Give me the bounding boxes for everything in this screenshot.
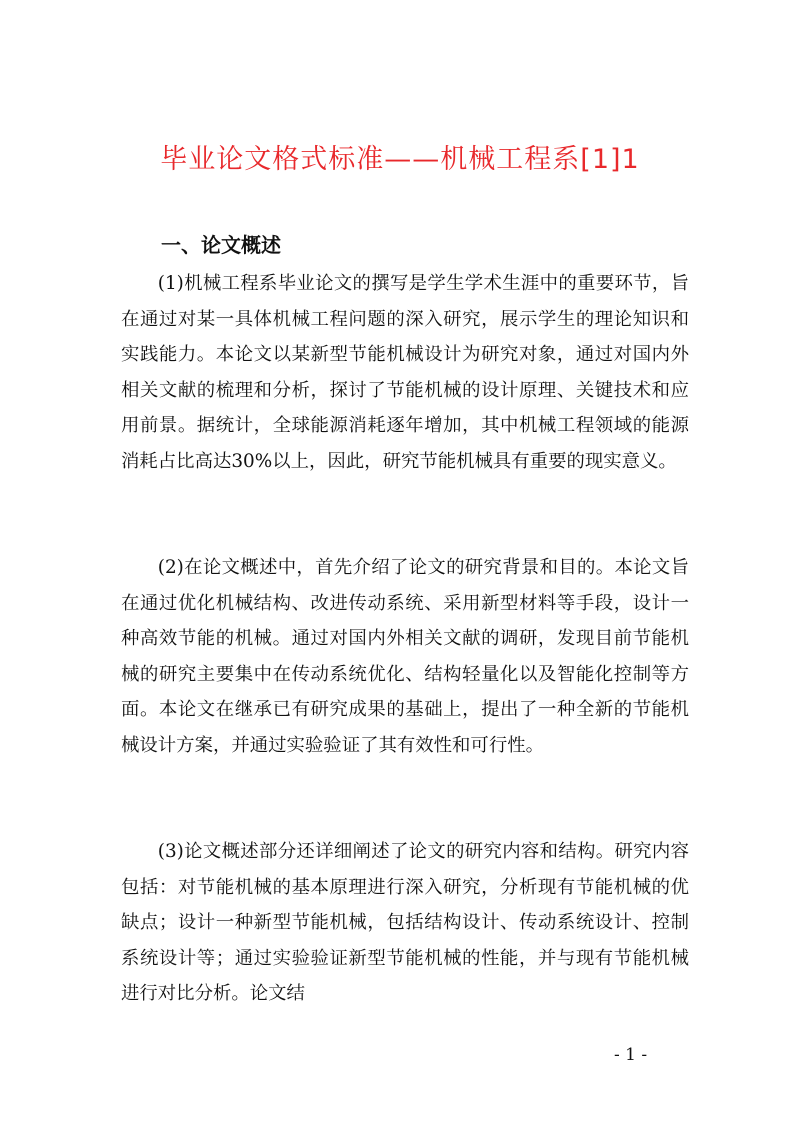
- paragraph-2: (2)在论文概述中，首先介绍了论文的研究背景和目的。本论文旨在通过优化机械结构、改进传动系统、采用新型材料等手段，设计一种高效节能的机械。通过对国内外相关文献的调研，发现目前节能机械的研究主要集中在传动系统优化、结构轻量化以及智能化控制等方面。本论文在继承已有研究成果的基础上，提出了一种全新的节能机械设计方案，并通过实验验证了其有效性和可行性。: [121, 557, 689, 756]
- section-heading: 一、论文概述: [161, 233, 281, 257]
- paragraph-1: (1)机械工程系毕业论文的撰写是学生学术生涯中的重要环节，旨在通过对某一具体机械工程问题的深入研究，展示学生的理论知识和实践能力。本论文以某新型节能机械设计为研究对象，通过对国内外相关文献的梳理和分析，探讨了节能机械的设计原理、关键技术和应用前景。据统计，全球能源消耗逐年增加，其中机械工程领域的能源消耗占比高达30%以上，因此，研究节能机械具有重要的现实意义。: [121, 273, 689, 472]
- document-title: 毕业论文格式标准——机械工程系[1]1: [160, 144, 640, 175]
- page-number: - 1 -: [614, 1045, 648, 1065]
- paragraph-3: (3)论文概述部分还详细阐述了论文的研究内容和结构。研究内容包括：对节能机械的基本原理进行深入研究，分析现有节能机械的优缺点；设计一种新型节能机械，包括结构设计、传动系统设计、控制系统设计等；通过实验验证新型节能机械的性能，并与现有节能机械进行对比分析。论文结: [121, 841, 689, 1004]
